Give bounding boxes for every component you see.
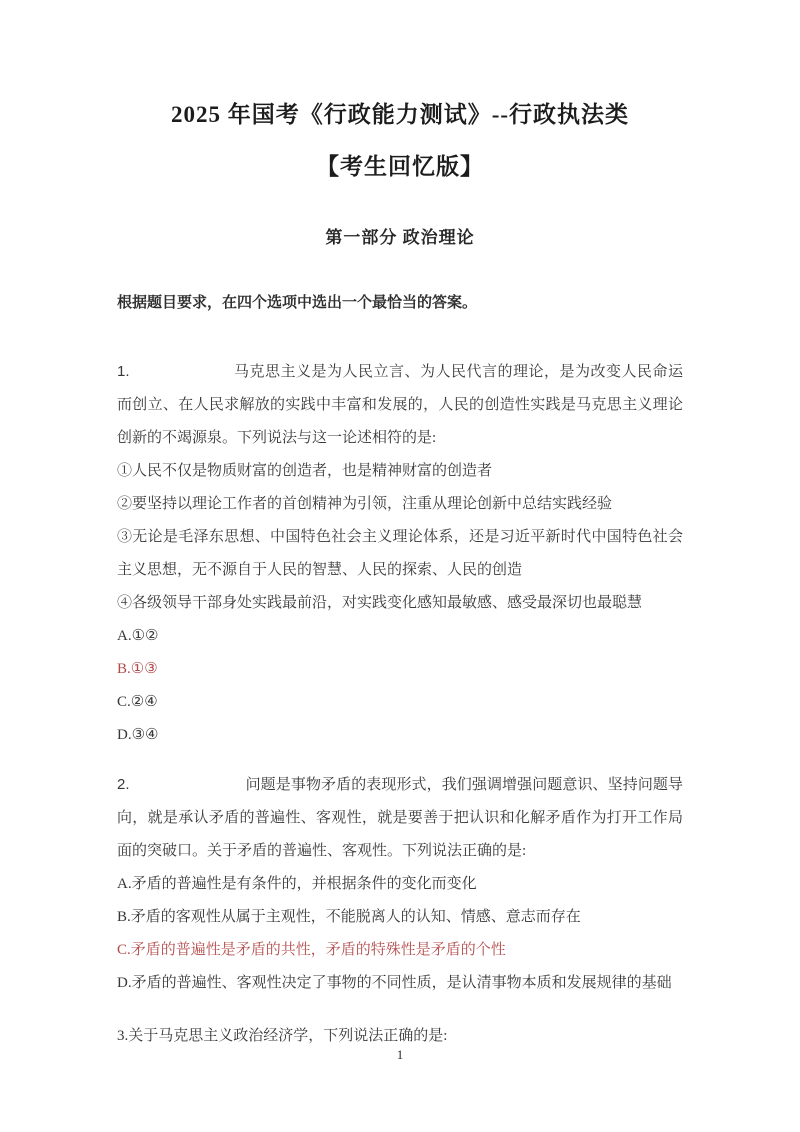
instruction-line: 根据题目要求，在四个选项中选出一个最恰当的答案。 — [117, 295, 478, 311]
question-1-statement-2: ②要坚持以理论工作者的首创精神为引领，注重从理论创新中总结实践经验 — [117, 496, 613, 512]
question-1-stem-text: 马克思主义是为人民立言、为人民代言的理论，是为改变人民命运而创立、在人民求解放的实践中丰富和发展的，人民的创造性实践是马克思主义理论创新的不竭源泉。下列说法与这一论述相符的是: — [117, 364, 683, 446]
question-1-option-d: D.③④ — [117, 727, 159, 743]
question-1-number: 1. — [117, 363, 130, 380]
doc-title-line1: 2025 年国考《行政能力测试》--行政执法类 — [170, 102, 630, 127]
question-2-option-d: D.矛盾的普遍性、客观性决定了事物的不同性质，是认清事物本质和发展规律的基础 — [117, 975, 672, 991]
doc-title-line2: 【考生回忆版】 — [316, 154, 484, 179]
question-1-stem — [117, 355, 683, 455]
question-1-option-a: A.①② — [117, 628, 159, 644]
page-number: 1 — [396, 1047, 404, 1062]
question-2-stem-text: 问题是事物矛盾的表现形式，我们强调增强问题意识、坚持问题导向，就是承认矛盾的普遍性、客观性，就是要善于把认识和化解矛盾作为打开工作局面的突破口。关于矛盾的普遍性、客观性。下列说法正确的是: — [117, 777, 683, 859]
question-1 — [117, 355, 683, 752]
question-2-option-a: A.矛盾的普遍性是有条件的，并根据条件的变化而变化 — [117, 876, 477, 892]
question-1-statement-4: ④各级领导干部身处实践最前沿，对实践变化感知最敏感、感受最深切也最聪慧 — [117, 595, 643, 611]
question-2-number: 2. — [117, 776, 130, 793]
question-2 — [117, 768, 683, 1000]
question-1-option-b-answer: B.①③ — [117, 661, 158, 677]
question-3-stem: 3.关于马克思主义政治经济学，下列说法正确的是: — [117, 1028, 448, 1044]
question-2-option-b: B.矛盾的客观性从属于主观性，不能脱离人的认知、情感、意志而存在 — [117, 909, 581, 925]
section-heading: 第一部分 政治理论 — [325, 228, 475, 247]
question-1-statement-3: ③无论是毛泽东思想、中国特色社会主义理论体系，还是习近平新时代中国特色社会主义思想，无不源自于人民的智慧、人民的探索、人民的创造 — [117, 529, 683, 578]
question-2-blank-gap — [130, 788, 246, 789]
question-2-stem — [117, 768, 683, 868]
question-1-blank-gap — [130, 375, 234, 376]
question-2-option-c-answer: C.矛盾的普遍性是矛盾的共性，矛盾的特殊性是矛盾的个性 — [117, 942, 506, 958]
question-1-option-c: C.②④ — [117, 694, 158, 710]
question-1-statement-1: ①人民不仅是物质财富的创造者，也是精神财富的创造者 — [117, 463, 493, 479]
